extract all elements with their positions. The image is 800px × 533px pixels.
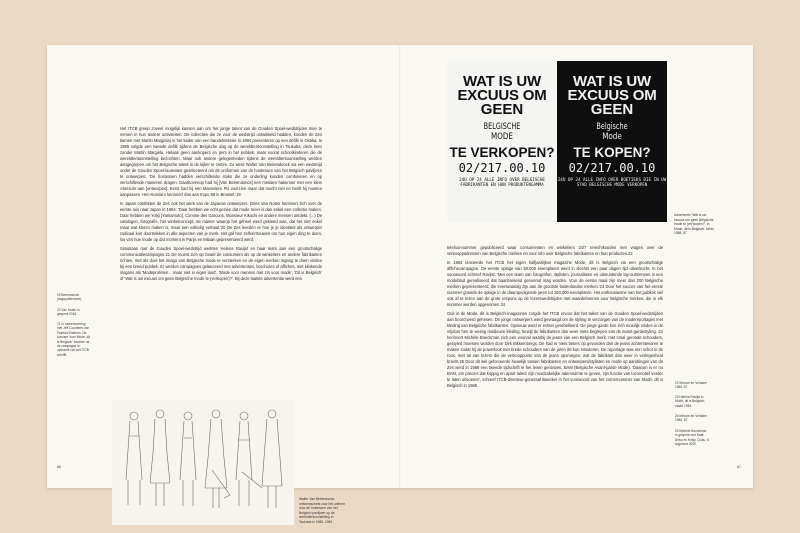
right-page-number: 87 xyxy=(737,465,741,469)
sketch-caption: Walter Van Beirendonck, ontwerpschets voor het uniform voor de hostessen van het Belgisch paviljoen op de wereldtentoonstelling in Tsukuba in 1985, 1984 xyxy=(299,497,345,524)
left-body-text xyxy=(120,126,322,285)
hostess-uniform-sketch xyxy=(112,400,294,525)
poster-2-line-5: Mode xyxy=(602,132,622,142)
footnote-20: 20 Van Noten in gesprek 2016. xyxy=(57,308,80,317)
footnote-22: 22 Mecom en Vertaine 1986, 87. xyxy=(675,381,707,390)
poster-2-fineprint: 24U OP 24 ALLE INFO OVER BOETIEKS DIE IN UW STAD BELGISCHE MODE VERKOPEN xyxy=(557,177,667,187)
footnote-23: 23 Helena Ravijst in Mode, dit is Belgisch, maart 1984. xyxy=(675,395,706,408)
footnote-19: 19 Beirendonck (dagopdelenvert). xyxy=(57,293,82,302)
book-spread xyxy=(47,45,753,524)
poster-1-fineprint: 24U OP 24 ALLE INFO OVER BELGISCHE FABRIKANTEN EN HUN PRODUKTENGAMMA xyxy=(459,177,545,187)
poster-kopen xyxy=(557,61,667,222)
poster-1-line-2: EXCUUS OM xyxy=(457,87,547,104)
poster-1-line-4: BELGISCHE xyxy=(483,122,521,132)
book-gutter xyxy=(399,45,401,488)
poster-2-phone: 02/217.00.10 xyxy=(568,161,656,175)
poster-2-line-4: Belgische xyxy=(596,122,628,132)
poster-1-line-6: TE VERKOPEN? xyxy=(449,145,555,160)
footnote-25: 25 Michèle Boeckman in gesprek met Kaat Debo en Kristy Coutu, 6 augustus 2020. xyxy=(675,429,709,447)
poster-1-line-1: WAT IS UW xyxy=(463,73,541,90)
poster-verkopen xyxy=(447,61,557,222)
right-body-text xyxy=(447,245,663,392)
poster-2-line-2: EXCUUS OM xyxy=(567,87,657,104)
left-paragraph-1: Het ITCB greep zoveel mogelijk kansen aan om het jonge talent van de Gouden Spoel-wedstrijden mee te nemen in hun andere activiteiten. De collecties die ze voor de wedstrijd ontwikkeld hadden, konden de Zes tiamen met Martin Margiela) in het kader van een handelsmissie in 1984 presenteren op een defilé in Osaka. In 1985 volgde een tweede defilé tijdens de Belgische dag op de wereldtentoonstelling in Tsukuba, deze keer zonder Martin Margiela. Helaas geen aankopers en pers in het publiek, maar vooral schoolkinderen die de wereldtentoonstelling bezochten. Maar ook andere gelegenheden tijdens de wereldtentoonstelling werden aangegrepen om het Belgische talent in de kijker te zetten. Zo werd Walter Van Beirendonck via een wedstrijd onder de Gouden Spoel-laureaten geselecteerd om de uniformen van de hostessen van het Belgisch paviljoen te ontwerpen: 'De hostessen hadden verschillende stuks die ze onderling konden combineren en op verschillende manieren dragen. Daarbovenop had hij [Van Beirendonck] een metalen hakenoer met een klein Atomium aan [ontworpen]. Eerst had hij een Manneken Pis voorzien maar dat mocht niet en heeft hij moeten aanpassen. Het Atomium herinnert dan aan Expo 58 in Brussel.'19 xyxy=(120,126,322,197)
right-paragraph-1: telefoonnummer gepubliceerd waar consumenten en winkeliers 24/7 terechtkonden met vragen over de verkooppadressen van Belgische merken en voor info over Belgische fabrikanten en hun producten.22 xyxy=(447,245,663,256)
left-page-number: 86 xyxy=(57,465,61,469)
advertisement-posters xyxy=(447,61,667,222)
poster-2-line-1: WAT IS UW xyxy=(573,73,651,90)
right-paragraph-2: In 1984 lanceerde het ITCB het eigen halfjaarlijkse magazine Mode, dit is Belgisch via een grootschalige affichecampagne. De eerste oplage van 50.000 exemplaren werd in slechts een paar dagen tijd uitverkocht. In het voorwoord schreef Ravijst: 'Met een team van fotografen, stylisten, journalisten en uitmuntende lay-outmensen is een modeblad gerealiseerd dat baanbrekend genoemd mag worden. Voor de eerste maal zijn meer dan 200 Belgische merken gepresenteerd, die evenwaardig zijn aan de grootste buitenlandse merken.'23 Door het succes van het eerste nummer groeide de oplage in de daaropvolgende jaren tot 150.000 exemplaren. Het enthousiasme van het publiek viel ook af te lezen aan de grote respons op de lezerswedstrijden met waardebonnen voor Belgische merken, die in elk nummer werden opgenomen.24 xyxy=(447,260,663,307)
poster-1-phone: 02/217.00.10 xyxy=(458,161,546,175)
poster-1-line-3: GEEN xyxy=(480,101,524,118)
left-paragraph-3: Simultaan met de Gouden Spoel-wedstrijd werkten Helena Ravijst en haar team aan een grootschalige communicatiecampagne.21 De moest zich op zowel de consument als op de winkeliers en andere fabrikanten richten, met als doel het imago van Belgische mode te versterken en de eigen merken ingang te doen vinden bij een breed publiek. Er werden campagnes gelanceerd met advertenties, brochures of affiches, met klinkende slogans als 'Modeprofeten... maar niet in eigen land', 'Mode voor mensen met zin voor mode', 'Dit is Belgisch' of 'Wat is uw excuus om geen Belgische mode te (verkopen)?'. Bij deze laatste advertentie werd een xyxy=(120,246,322,281)
poster-caption: Advertentie 'Wat is uw excuus om geen Belgische mode te (ver)kopen?', in Mode, dit is Belgisch, tal.tiu 1988, 87 xyxy=(674,213,714,236)
poster-2-line-6: TE KOPEN? xyxy=(573,145,651,160)
footnote-24: 24 Mecom en Vertaine 1986, 87. xyxy=(675,414,707,423)
poster-2-line-3: GEEN xyxy=(590,101,634,118)
poster-1-line-5: MODE xyxy=(491,132,513,142)
footnote-21: 21 In samenwerking met Jeff Counterm van Fashion Fashion. De concept 'voor Mode, dit is Belgisch' bouwde na de campagne in opdracht van het ITCB schrifft. xyxy=(57,322,90,357)
right-paragraph-3: Ook in de Mode, dit is Belgisch-magazines zorgde het ITCB ervoor dat het talent van de Gouden Spoel-wedstrijden aan boord werd gehesen. De jonge ontwerpers werd gevraagd om de styling te verzorgen van de modereportages met kleding van Belgische fabrikanten. Opnieuw werd er echter gerebelleerd. De jonge garde kon zich moeilijk vinden in de vrijdom hen te weinig modieuze kleding, terwijl de fabrikanten dan weer niets begrepen van de avant-gardestyling. Zo herinnert Michèle Boeckman zich een voorval waarbij de jeans van een Belgisch merk, met smal geronde schouders, gestyled moesten worden door Dirk Bikkembergs. De had er niets beters op gevonden dan de jeans achterstevoren te maken zodat hij de powerlook met brede schouders van de jaren 80 kon simuleren. De reportage was een schot in de roos, met tal van lezers die de verkooppunto van de jeans opvroegen, wat de fabrikant dan weer in verlegenheid bracht.25 Door dit wel geforceerde huwelijk tussen fabrikanten en ontwerpers/stylisten en mode op aandringen van de Zes werd in 1988 een tweede tijdschrift in het leven geroepen, BAM (Belgische Avant-garde Mode). 'Daarom is er nu BAM, om precies dat koppig en apart talent zijn noodzakelijke ademruimte te geven, zijn functie van locomotief verder te laten uitvoeren', schreef ITCB-directeur-generaal Baecker in het voorwoord van het zomernummer van Mode, dit is Belgisch in 1988. xyxy=(447,311,663,388)
left-paragraph-2: In Japan ontdekten de Zes ook het werk van de Japanse ontwerpers. Dries Van Noten herinnert zich over de eerste reis naar Japan in 1984: 'Daar hebben we echt gezien dat mode meer is dan enkel een collectie maken. Daar hebben we Yohji [Yamamoto], Comme des Garcons, Monsieur Kikuchi en andere mensen ontdekt. (...) De catalogen, fotografie, het winkelconcept, de manier waarop het geheel werd gekleed was, dat het niet enkel maar wat kleren maken is, maar een volledig verhaal.'20 De Zes leerden er hoe je je identiteit als ontwerper radicaal kon doortrekken in alle aspecten van je merk. Het gaf hen zelfvertrouwen om hun eigen ding te doen, los van hoe mode op dat moment in Parijs en Milaan gepresenteerd werd. xyxy=(120,201,322,242)
